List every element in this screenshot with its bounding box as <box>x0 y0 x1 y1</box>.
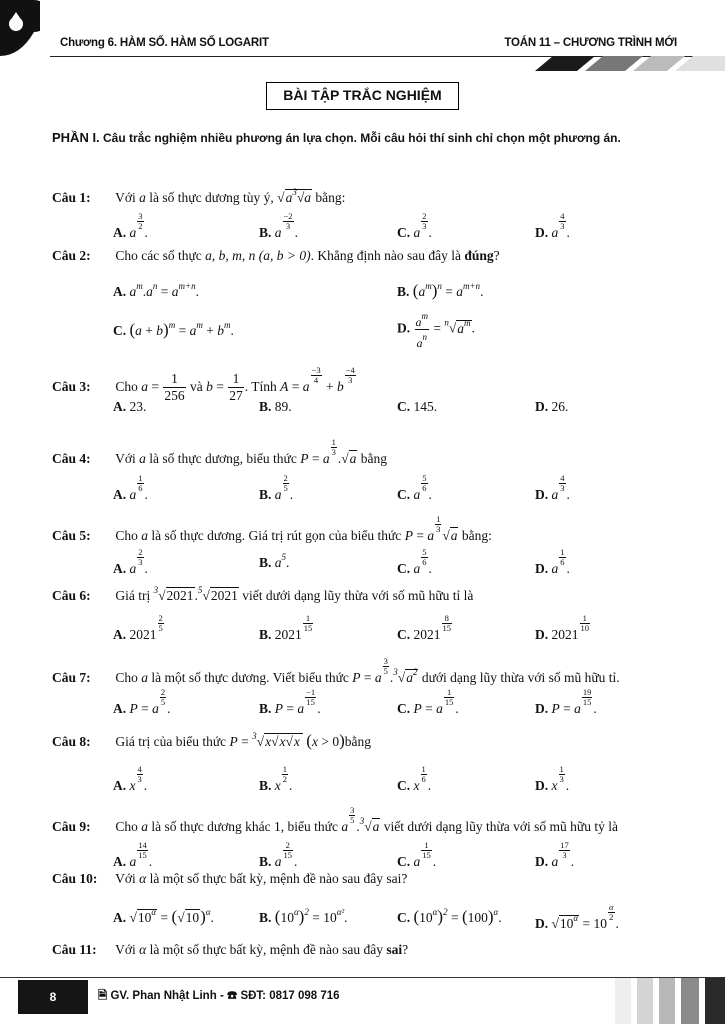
header-stripes <box>525 56 725 71</box>
q2-option-c[interactable]: C. $(a + b)^m = a^m + b^m$. <box>113 320 234 339</box>
q9-option-c[interactable]: C. a $\frac{1}{15}$ . <box>397 840 437 869</box>
course-title: TOÁN 11 – CHƯƠNG TRÌNH MỚI <box>504 37 677 49</box>
q4-option-a[interactable]: A. a $\frac{1}{6}$ . <box>113 473 148 502</box>
q3-option-c[interactable]: C. 145. <box>397 399 438 414</box>
q1-option-a[interactable]: A. a $\frac{3}{2}$ . <box>113 211 148 240</box>
q3-option-b[interactable]: B. 89. <box>259 399 292 414</box>
question-5: Câu 5: Cho a là số thực dương. Giá trị rút gọn của biểu thức P = a $\frac{1}{3}$ √a bằng: <box>52 514 492 543</box>
document-icon: 🗎 <box>98 990 108 1002</box>
q1-option-b[interactable]: B. a $\frac{-2}{3}$ . <box>259 211 298 240</box>
q7-option-a[interactable]: A. P = a $\frac{2}{5}$ . <box>113 687 171 716</box>
q3-option-d[interactable]: D. 26. <box>535 399 569 414</box>
q10-option-c[interactable]: C. $(10^\alpha)^2 = (100)^\alpha$. <box>397 907 502 926</box>
q4-option-b[interactable]: B. a $\frac{2}{5}$ . <box>259 473 294 502</box>
part-text: Câu trắc nghiệm nhiều phương án lựa chọn. Mỗi câu hỏi thí sinh chỉ chọn một phương án. <box>103 131 621 145</box>
question-2: Câu 2: Cho các số thực a, b, m, n (a, b > 0). Khẳng định nào sau đây là đúng? <box>52 248 500 263</box>
question-10: Câu 10: Với α là một số thực bất kỳ, mệnh đề nào sau đây sai? <box>52 871 408 886</box>
footer-credit: 🗎 GV. Phan Nhật Linh - ☎ SĐT: 0817 098 716 <box>98 990 340 1002</box>
page-number: 8 <box>18 980 88 1014</box>
question-6: Câu 6: Giá trị $^3$√2021.$^5$√2021 viết dưới dạng lũy thừa với số mũ hữu tỉ là <box>52 585 474 603</box>
q6-option-d[interactable]: D. 2021 $\frac{1}{10}$ <box>535 613 589 642</box>
question-4: Câu 4: Với a là số thực dương, biểu thức P = a $\frac{1}{3}$ .√a bằng <box>52 437 388 466</box>
page-title: BÀI TẬP TRẮC NGHIỆM <box>266 82 459 110</box>
q5-option-c[interactable]: C. a $\frac{5}{6}$ . <box>397 547 432 576</box>
q8-option-a[interactable]: A. x $\frac{4}{3}$ . <box>113 764 148 793</box>
q8-option-d[interactable]: D. x $\frac{1}{3}$ . <box>535 764 570 793</box>
q8-option-b[interactable]: B. x $\frac{1}{2}$ . <box>259 764 293 793</box>
q2-option-d[interactable]: D. $\frac{a^m}{a^n}$ = $^n√a^m$. <box>397 311 475 350</box>
q6-option-b[interactable]: B. 2021 $\frac{1}{15}$ <box>259 613 313 642</box>
q7-option-b[interactable]: B. P = a $\frac{-1}{15}$ . <box>259 687 321 716</box>
q5-option-d[interactable]: D. a $\frac{1}{6}$ . <box>535 547 570 576</box>
q5-option-a[interactable]: A. a $\frac{2}{3}$ . <box>113 547 148 576</box>
q3-option-a[interactable]: A. 23. <box>113 399 147 414</box>
q9-option-b[interactable]: B. a $\frac{2}{15}$ . <box>259 840 298 869</box>
logo-icon <box>0 0 40 56</box>
q9-option-a[interactable]: A. a $\frac{14}{15}$ . <box>113 840 153 869</box>
q2-option-b[interactable]: B. $(a^m)^n = a^{m+n}$. <box>397 281 484 300</box>
q10-option-d[interactable]: D. $√10^\alpha = 10$ $\frac{\alpha}{2}$ . <box>535 902 619 931</box>
chapter-title: Chương 6. HÀM SỐ. HÀM SỐ LOGARIT <box>60 37 269 49</box>
q4-option-d[interactable]: D. a $\frac{4}{3}$ . <box>535 473 570 502</box>
q1-option-d[interactable]: D. a $\frac{4}{3}$ . <box>535 211 570 240</box>
q10-option-a[interactable]: A. $√10^\alpha = (√10)^\alpha$. <box>113 907 214 926</box>
question-9: Câu 9: Cho a là số thực dương khác 1, biểu thức a $\frac{3}{5}$ .$^3$√a viết dưới dạng lũy thừa với số mũ hữu tỷ là <box>52 805 618 834</box>
question-11: Câu 11: Với α là một số thực bất kỳ, mệnh đề nào sau đây sai? <box>52 942 409 957</box>
phone-number: SĐT: 0817 098 716 <box>240 990 340 1002</box>
q1-option-c[interactable]: C. a $\frac{2}{3}$ . <box>397 211 432 240</box>
q7-option-d[interactable]: D. P = a $\frac{19}{15}$ . <box>535 687 597 716</box>
part-instructions <box>52 128 677 148</box>
question-8: Câu 8: Giá trị của biểu thức P = $^3$√x√x√x (x > 0)bằng <box>52 731 372 750</box>
question-7: Câu 7: Cho a là một số thực dương. Viết biểu thức P = a $\frac{3}{5}$ $.^3√a^2$ dưới dạng lũy thừa với số mũ hữu tỉ. <box>52 656 620 685</box>
question-3: Câu 3: Cho a = $\frac{1}{256}$ và b = $\frac{1}{27}$ . Tính A = a $\frac{-3}{4}$ + b $\frac{-4}{3}$ <box>52 365 355 404</box>
q2-option-a[interactable]: A. $a^m.a^n = a^{m+n}$. <box>113 281 199 299</box>
author-name: GV. Phan Nhật Linh <box>110 990 217 1002</box>
q10-option-b[interactable]: B. $(10^\alpha)^2 = 10^{\alpha^2}$. <box>259 907 348 926</box>
q6-option-c[interactable]: C. 2021 $\frac{8}{15}$ <box>397 613 451 642</box>
footer-bars <box>615 978 725 1024</box>
q7-option-c[interactable]: C. P = a $\frac{1}{15}$ . <box>397 687 459 716</box>
phone-icon: ☎ <box>226 990 238 1002</box>
q4-option-c[interactable]: C. a $\frac{5}{6}$ . <box>397 473 432 502</box>
q8-option-c[interactable]: C. x $\frac{1}{6}$ . <box>397 764 432 793</box>
question-1: Câu 1: Với a là số thực dương tùy ý, $√a^3√a$ bằng: <box>52 187 346 205</box>
q6-option-a[interactable]: A. 2021 $\frac{2}{5}$ <box>113 613 163 642</box>
q5-option-b[interactable]: B. $a^5$. <box>259 552 290 570</box>
part-label: PHẦN I. <box>52 130 100 145</box>
q9-option-d[interactable]: D. a $\frac{17}{3}$ . <box>535 840 575 869</box>
